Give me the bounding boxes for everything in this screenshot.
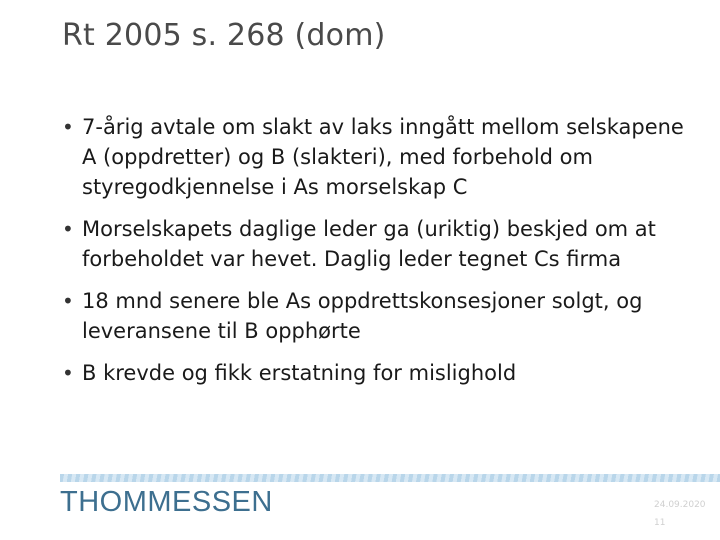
- bullet-icon: •: [62, 289, 74, 313]
- bullet-item: [62, 358, 702, 388]
- footer-date: 24.09.2020: [654, 500, 706, 510]
- bullet-text: 18 mnd senere ble As oppdrettskonsesjoner solgt, og leveransene til B opphørte: [82, 289, 643, 343]
- bullet-icon: •: [62, 217, 74, 241]
- bullet-icon: •: [62, 115, 74, 139]
- slide-title: Rt 2005 s. 268 (dom): [62, 18, 386, 53]
- bullet-text: B krevde og fikk erstatning for mislighold: [82, 361, 517, 385]
- company-logo: THOMMESSEN: [60, 486, 273, 518]
- bullet-text: 7-årig avtale om slakt av laks inngått mellom selskapene A (oppdretter) og B (slakteri), med forbehold om styregodkjennelse i As morselskap C: [82, 115, 684, 199]
- page-number: 11: [654, 518, 666, 528]
- bullet-list: [62, 112, 702, 400]
- bullet-text: Morselskapets daglige leder ga (uriktig) beskjed om at forbeholdet var hevet. Daglig leder tegnet Cs firma: [82, 217, 656, 271]
- bullet-item: [62, 112, 702, 202]
- bullet-item: [62, 286, 702, 346]
- bullet-item: [62, 214, 702, 274]
- bullet-icon: •: [62, 361, 74, 385]
- footer-stripe: [60, 474, 720, 482]
